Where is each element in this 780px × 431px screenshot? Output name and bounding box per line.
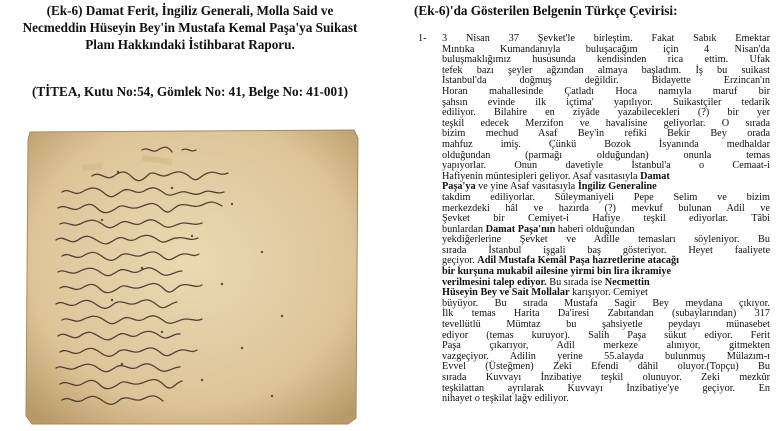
text-line: İstanbul'da doğmuş değildir. Bidayette Erzincan'ın xyxy=(442,75,770,87)
text-line: tevellütlü Mümtaz bu şahsiyetle peydayı münasebet xyxy=(442,319,770,331)
text-line: Mıntıka Kumandanıyla buluşacağım için 4 Nisan'da xyxy=(442,43,770,55)
translation-heading: (Ek-6)'da Gösterilen Belgenin Türkçe Çevirisi: xyxy=(414,3,678,18)
text-line: sırada Kuvvayı İnzibatiye teşkil olunuyor. Zeki mezkûr xyxy=(442,372,770,383)
text-line: yekdiğerlerine Şevket ve Adille temasları söyleniyor. Bu xyxy=(442,234,770,246)
text-line: Şevket bir Cemiyet-i Hafiye teşkil ediyorlar. Tâbi xyxy=(442,213,770,225)
document-heading: (Ek-6) Damat Ferit, İngiliz Generali, Molla Said ve Necmeddin Hüseyin Bey'in Mustafa Kemal Paşa'ya Suikast Planı Hakkındaki İstihbarat Raporu. xyxy=(22,3,358,52)
text-line: olduğundan (parmağı olduğundan) onunla temas xyxy=(442,149,770,161)
text-line: buluşmaklığımız hususunda kendisinden rica ettim. Ufak xyxy=(442,54,770,66)
text-line: Paşa'ya ve yine Asaf vasıtasıyla İngiliz Generaline xyxy=(442,181,657,193)
text-line: Evvel (Üsteğmen) Zeki Efendi dâhil oluyor.(Topçu) Bu xyxy=(442,361,770,373)
text-line: bunlardan Damat Paşa'nın haberi olduğundan xyxy=(442,223,635,235)
text-line: bir kurşuna mukabil ailesine yirmi bin lira ikramiye xyxy=(442,266,672,278)
text-line: mahfuz imiş. Çünkü Bozok İsyanında medhaldar xyxy=(442,138,770,150)
text-line: Horan mahallesinde Çatladı Hoca namıyla maruf bir xyxy=(442,85,770,97)
text-line: merkezdeki hâl ve hazırda (?) mevkuf bulunan Adil ve xyxy=(442,202,770,214)
text-line: bizim mechud Asaf Bey'in refiki Bekir Bey orada xyxy=(442,128,770,140)
text-line: yapıyorlar. Onun davetiyle İstanbul'a o Cemaat-i xyxy=(442,160,770,172)
text-line: Hüseyin Bey ve Sait Mollalar karışıyor. Cemiyet xyxy=(442,287,648,299)
text-line: şahsın evinde ilk içtima' yapılıyor. Suikastçiler tedarik xyxy=(442,96,770,108)
text-line: verilmesini talep ediyor. Bu sırada ise Necmettin xyxy=(442,276,650,288)
text-line: takdim ediliyorlar. Süleymaniyeli Pepe Selim ve bizim xyxy=(442,191,770,203)
handwritten-document-image xyxy=(22,128,362,426)
text-line: geçiyor. Adil Mustafa Kemâl Paşa hazretlerine atacağı xyxy=(442,255,679,267)
text-line: ediliyor. Bilahire en ziyâde yazabilecekleri (?) bir yer xyxy=(442,107,770,119)
text-line: Hafiyenin müntesipleri geliyor. Asaf vasıtasıyla Damat xyxy=(442,170,670,182)
text-line: İlk temas Harita Da'iresi Zabıtandan (subaylarından) 317 xyxy=(442,308,770,320)
archive-reference: (TİTEA, Kutu No:54, Gömlek No: 41, Belge No: 41-001) xyxy=(31,84,349,99)
text-line: Paşa çıkarıyor, Adil merkeze alınıyor, gitmekten xyxy=(442,340,770,352)
text-line: teşkil edecek Merzifon ve havalisine geliyorlar. O sırada xyxy=(442,117,770,129)
highlight-damat: Damat xyxy=(640,170,670,182)
text-line: tefek bazı şeyler ağzından almaya başladım. İş bu suikast xyxy=(442,64,770,76)
item-number: 1- xyxy=(418,33,427,44)
text-line: ediyor (temas kuruyor). Salih Paşa sükut ediyor. Ferit xyxy=(442,329,770,341)
text-line: 1- 3 Nisan 37 Şevket'le birleştim. Fakat Sabık Emektar xyxy=(418,33,770,44)
text-line: teşkilattan ayrılarak Kuvvayı İnzibatiye'ye geçiyor. En xyxy=(442,382,770,394)
translation-text xyxy=(418,34,770,405)
text-line: sırada İstanbul işgali baş gösteriyor. Heyet faaliyete xyxy=(442,244,770,256)
text-line: vazgeçiyor. Adilin yerine 55.alayda bulunmuş Mülazım-ı xyxy=(442,350,770,362)
text-line: büyüyor. Bu sırada Mustafa Sagir Bey meydana çıkıyor. xyxy=(442,297,770,309)
text-line: nihayet o teşkilat lağv ediliyor. xyxy=(442,393,569,405)
